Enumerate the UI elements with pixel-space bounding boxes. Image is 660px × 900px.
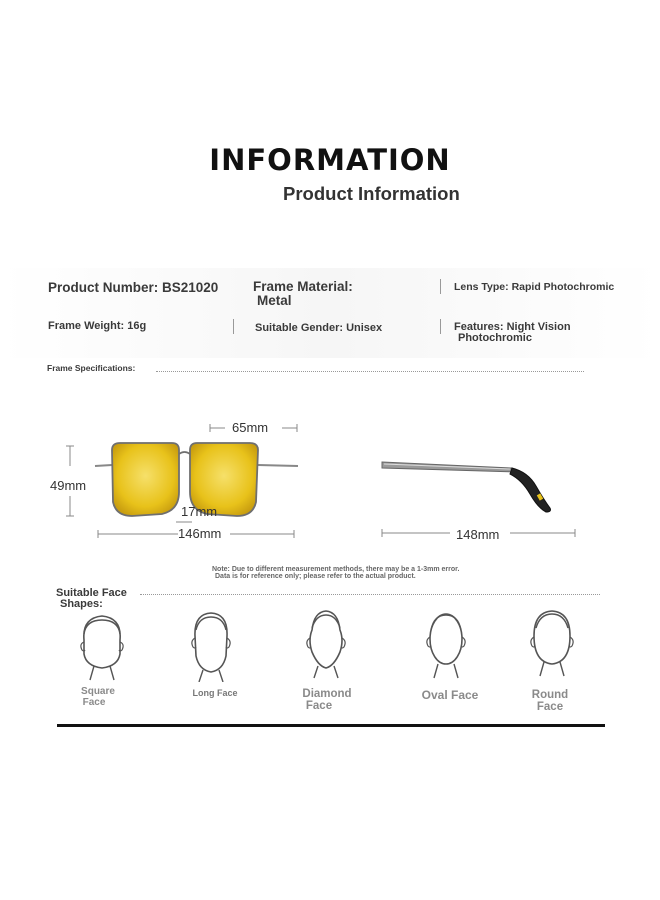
divider <box>440 319 441 334</box>
face-label-line: Square <box>81 686 115 697</box>
features-value: Photochromic <box>458 332 532 344</box>
dotted-rule <box>156 371 584 372</box>
left-lens <box>112 443 179 516</box>
face-label-line: Face <box>305 700 333 712</box>
face-shapes-label-2: Shapes: <box>60 598 103 610</box>
round-face-icon <box>522 606 582 680</box>
temple-tip <box>510 468 551 512</box>
dotted-rule <box>140 594 600 595</box>
face-label-round <box>520 689 580 713</box>
face-label-diamond <box>292 688 362 712</box>
square-face-icon <box>72 610 132 682</box>
right-hinge <box>258 465 298 466</box>
total-width-label: 146mm <box>178 526 222 541</box>
page-subtitle: Product Information <box>283 183 460 204</box>
face-label-line: Diamond <box>302 688 352 700</box>
lens-width-label: 65mm <box>232 420 269 435</box>
bridge <box>179 452 190 454</box>
face-label-long <box>180 688 250 698</box>
note-line-1: Note: Due to different measurement methods, there may be a 1-3mm error. <box>212 566 460 573</box>
face-label-line: Face <box>536 701 564 713</box>
frame-material-label: Frame Material: <box>253 279 353 294</box>
page-title: INFORMATION <box>209 143 451 177</box>
face-label-line: Round <box>531 689 569 701</box>
frame-material-value: Metal <box>257 293 292 308</box>
long-face-icon <box>183 608 239 682</box>
lens-height-label: 49mm <box>50 478 87 493</box>
face-label-line: Face <box>82 697 106 708</box>
face-label-oval <box>410 688 490 702</box>
bottom-rule <box>57 724 605 727</box>
note-line-2: Data is for reference only; please refer to the actual product. <box>215 573 416 580</box>
diamond-face-icon <box>296 606 356 680</box>
face-label-square <box>68 686 128 708</box>
face-shapes-label: Suitable Face <box>56 587 127 599</box>
frame-specifications-label: Frame Specifications: <box>47 363 136 373</box>
bridge-width-label: 17mm <box>181 504 218 519</box>
left-hinge <box>95 465 112 466</box>
product-number: Product Number: BS21020 <box>48 280 219 295</box>
divider <box>233 319 234 334</box>
face-label-line: Long Face <box>192 688 238 698</box>
frame-weight: Frame Weight: 16g <box>48 320 147 332</box>
face-label-line: Oval Face <box>421 688 479 702</box>
suitable-gender: Suitable Gender: Unisex <box>255 322 383 334</box>
features-label: Features: Night Vision <box>454 321 571 333</box>
oval-face-icon <box>416 606 476 680</box>
temple-length-label: 148mm <box>456 527 500 542</box>
divider <box>440 279 441 294</box>
lens-type: Lens Type: Rapid Photochromic <box>454 281 615 293</box>
